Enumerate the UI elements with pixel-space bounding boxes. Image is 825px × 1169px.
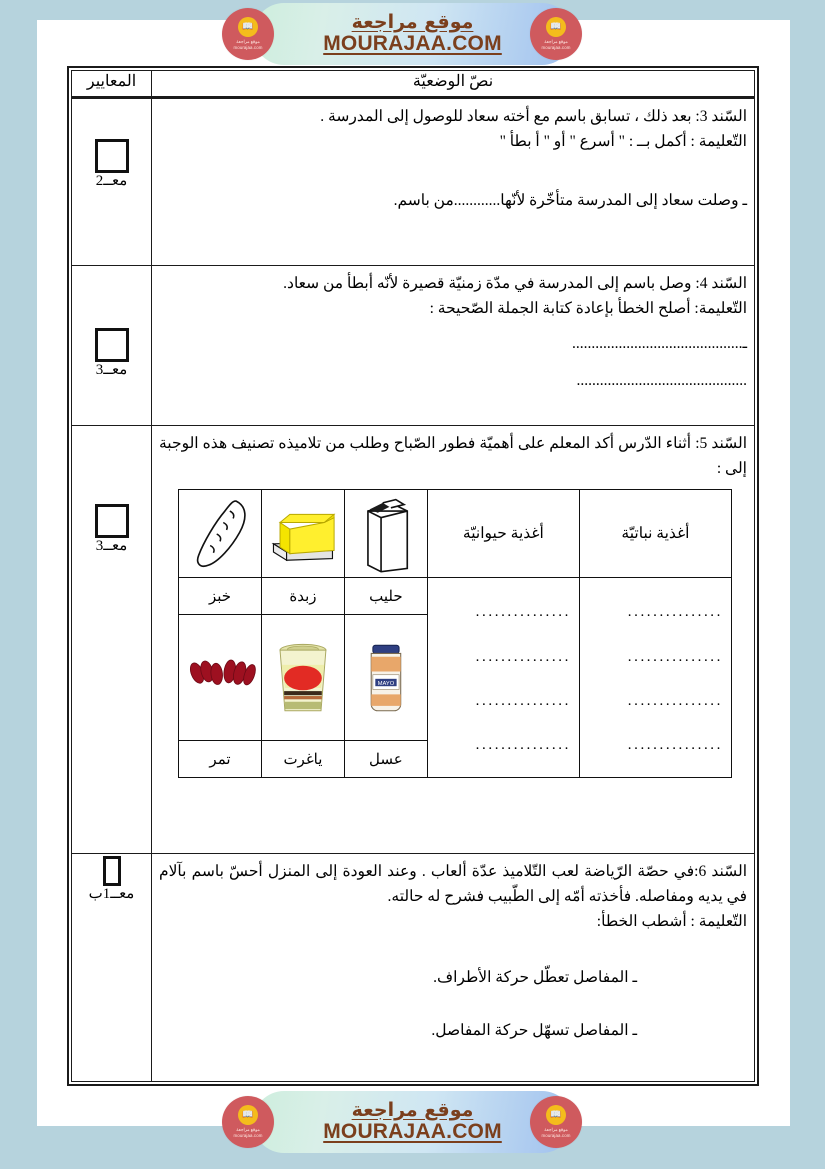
brand-logo-left-top <box>222 8 274 60</box>
category-dots-line[interactable]: ............... <box>627 648 723 665</box>
empty-checkbox[interactable] <box>95 504 129 538</box>
food-image-cell-honey <box>344 615 427 741</box>
brand-pill-bottom <box>253 1091 573 1153</box>
header-criteria-cell: المعايير <box>72 71 152 98</box>
worksheet-table <box>71 70 755 1082</box>
book-icon: 📖 <box>546 1105 566 1125</box>
table-row <box>72 265 755 425</box>
logo-caption-bottom-right: موقع مراجعة mourajaa.com <box>541 1127 571 1138</box>
bottom-brand-bar <box>0 1090 825 1154</box>
category-answer-plant[interactable] <box>579 578 731 778</box>
sanad-3-content <box>152 98 755 266</box>
sanad-5-content <box>152 426 755 854</box>
empty-checkbox[interactable] <box>103 856 121 886</box>
food-label-honey: عسل <box>344 741 427 778</box>
food-image-cell-yogurt <box>261 615 344 741</box>
sanad-6-line-1: السّند 6:في حصّة الرّياضة لعب التّلاميذ عدّة ألعاب . وعند العودة إلى المنزل أحسّ باسم بآلام في يديه ومفاصله. فأخذته أمّه إلى الطّبيب فشرح له حالته. <box>159 863 747 906</box>
paper-sheet <box>37 20 790 1126</box>
food-classification-wrapper <box>152 483 754 788</box>
empty-checkbox[interactable] <box>95 328 129 362</box>
category-dots-line[interactable]: ............... <box>627 692 723 709</box>
food-label-dates: تمر <box>179 741 262 778</box>
sanad-3-criteria <box>72 98 152 266</box>
book-icon: 📖 <box>238 1105 258 1125</box>
brand-logo-left-bottom <box>222 1096 274 1148</box>
brand-logo-right-bottom <box>530 1096 582 1148</box>
food-image-cell-dates <box>179 615 262 741</box>
sanad-4-content <box>152 265 755 425</box>
sanad-4-line-2: التّعليمة: أصلح الخطأ بإعادة كتابة الجملة الصّحيحة : <box>429 299 747 317</box>
sanad-3-line-3[interactable]: ـ وصلت سعاد إلى المدرسة متأخّرة لأنّها............من باسم. <box>393 192 747 210</box>
brand-arabic-top: موقع مراجعة <box>351 10 474 33</box>
food-label-bread: خبز <box>179 578 262 615</box>
food-row-top-labels <box>179 578 732 615</box>
food-classification-table <box>178 489 732 778</box>
food-label-milk: حليب <box>344 578 427 615</box>
brand-english-top: MOURAJAA.COM <box>323 32 502 56</box>
dates-icon <box>179 635 261 721</box>
food-label-butter: زبدة <box>261 578 344 615</box>
sanad-3-line-2: التّعليمة : أكمل بــ : " أسرع " أو " أ بطأ " <box>499 133 747 151</box>
table-row <box>72 426 755 854</box>
milk-carton-icon <box>345 491 427 577</box>
book-icon: 📖 <box>546 17 566 37</box>
sanad-4-answer-line-2[interactable]: ............................................ <box>576 371 747 389</box>
category-dots-line[interactable]: ............... <box>627 737 723 753</box>
food-image-cell-milk <box>344 490 427 578</box>
top-brand-bar <box>0 2 825 66</box>
worksheet-frame <box>67 66 759 1086</box>
header-content-cell: نصّ الوضعيّة <box>152 71 755 98</box>
category-dots-line[interactable]: ............... <box>627 604 723 621</box>
sanad-4-answer-line-1[interactable]: ـ............................................ <box>571 334 747 352</box>
category-answer-animal[interactable] <box>427 578 579 778</box>
sanad-6-content <box>152 854 755 1082</box>
category-header-animal: أغذية حيوانيّة <box>427 490 579 578</box>
sanad-6-criteria <box>72 854 152 1082</box>
table-row <box>72 854 755 1082</box>
criteria-label: معــ1ب <box>88 886 135 903</box>
sanad-4-criteria <box>72 265 152 425</box>
sanad-6-line-2: التّعليمة : أشطب الخطأ: <box>596 913 747 931</box>
criteria-label: معــ2 <box>95 173 128 189</box>
brand-english-bottom: MOURAJAA.COM <box>323 1120 502 1144</box>
bread-icon <box>179 491 261 577</box>
category-header-plant: أغذية نباتيّة <box>579 490 731 578</box>
logo-caption-top-right: موقع مراجعة mourajaa.com <box>541 39 571 50</box>
category-dots-line[interactable]: ............... <box>475 737 571 753</box>
book-icon: 📖 <box>238 17 258 37</box>
sanad-6-statement-1[interactable]: ـ المفاصل تعطّل حركة الأطراف. <box>433 969 637 987</box>
food-label-yogurt: ياغرت <box>261 741 344 778</box>
food-image-cell-butter <box>261 490 344 578</box>
logo-caption-bottom-left: موقع مراجعة mourajaa.com <box>233 1127 263 1138</box>
criteria-label: معــ3 <box>95 361 128 378</box>
brand-logo-right-top <box>530 8 582 60</box>
category-dots-line[interactable]: ............... <box>475 692 571 709</box>
table-row <box>72 98 755 266</box>
brand-arabic-bottom: موقع مراجعة <box>351 1098 474 1121</box>
table-header-row <box>72 71 755 98</box>
category-dots-line[interactable]: ............... <box>475 648 571 665</box>
category-dots-line[interactable]: ............... <box>475 604 571 621</box>
yogurt-cup-icon <box>262 635 344 721</box>
sanad-6-statement-2[interactable]: ـ المفاصل تسهّل حركة المفاصل. <box>431 1022 637 1040</box>
butter-icon <box>262 491 344 577</box>
svg-text:MAYO: MAYO <box>377 680 395 687</box>
logo-caption-top-left: موقع مراجعة mourajaa.com <box>233 39 263 50</box>
criteria-label: معــ3 <box>95 538 128 555</box>
brand-pill-top <box>253 3 573 65</box>
food-row-top <box>179 490 732 578</box>
honey-jar-icon <box>345 635 427 721</box>
empty-checkbox[interactable] <box>95 139 129 173</box>
sanad-5-line-1: السّند 5: أثناء الدّرس أكد المعلم على أهميّة فطور الصّباح وطلب من تلاميذه تصنيف هذه الوجبة إلى : <box>159 435 747 478</box>
sanad-3-line-1: السّند 3: بعد ذلك ، تسابق باسم مع أخته سعاد للوصول إلى المدرسة . <box>320 108 747 125</box>
sanad-5-criteria <box>72 426 152 854</box>
food-image-cell-bread <box>179 490 262 578</box>
sanad-4-line-1: السّند 4: وصل باسم إلى المدرسة في مدّة زمنيّة قصيرة لأنّه أبطأ من سعاد. <box>283 274 747 292</box>
